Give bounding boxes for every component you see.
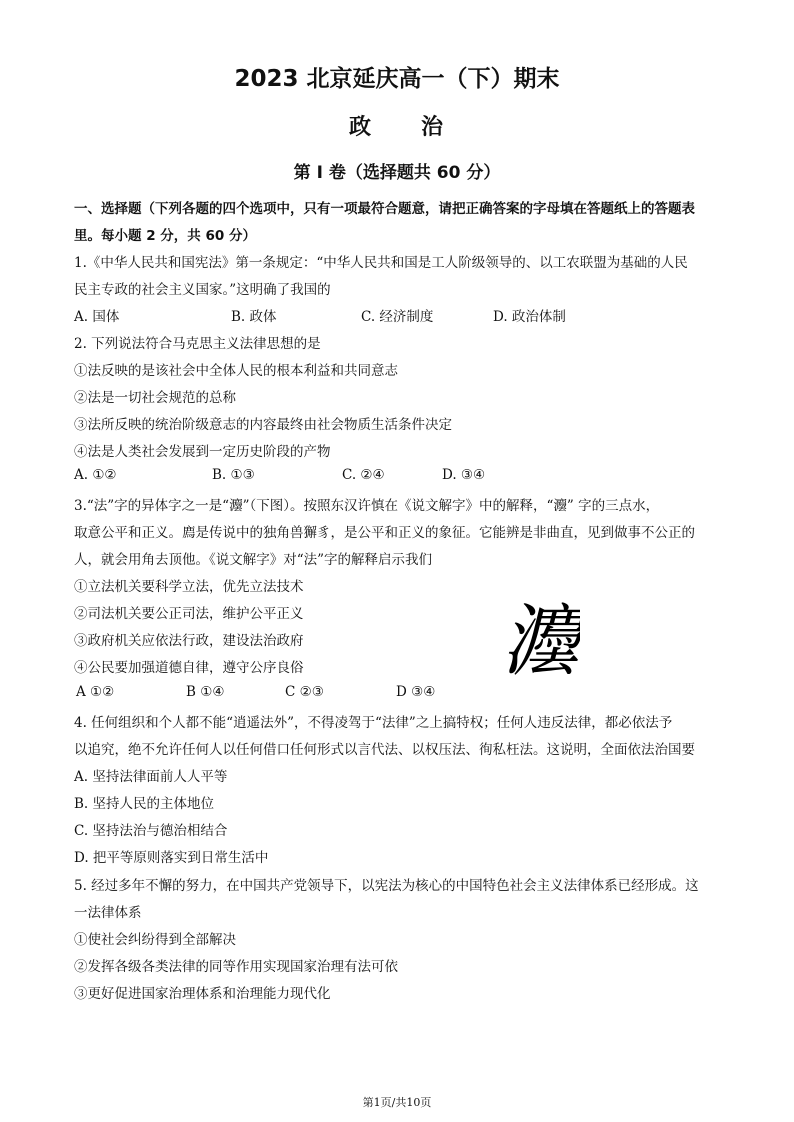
q4-stem-line-1: 4. 任何组织和个人都不能“逍遥法外”，不得凌驾于“法律”之上搞特权；任何人违反法律，都必依法予 bbox=[74, 715, 673, 731]
q3-item-1: ①立法机关要科学立法，优先立法技术 bbox=[74, 579, 304, 595]
q2-item-1: ①法反映的是该社会中全体人民的根本利益和共同意志 bbox=[74, 363, 398, 379]
q5-stem-line-2: 一法律体系 bbox=[74, 905, 142, 921]
page-title: 2023 北京延庆高一（下）期末 bbox=[234, 66, 560, 92]
q3-item-4: ④公民要加强道德自律，遵守公序良俗 bbox=[74, 660, 304, 676]
q1-option-c: C. 经济制度 bbox=[361, 309, 434, 325]
q3-stem-line-2: 取意公平和正义。廌是传说中的独角兽獬豸，是公平和正义的象征。它能辨是非曲直，见到做事不公正的 bbox=[74, 525, 695, 541]
q4-option-a: A. 坚持法律面前人人平等 bbox=[74, 769, 228, 785]
q5-stem-line-1: 5. 经过多年不懈的努力，在中国共产党领导下，以宪法为核心的中国特色社会主义法律体系已经形成。这 bbox=[74, 878, 699, 894]
subject-title: 政 治 bbox=[348, 115, 445, 140]
part-heading: 第 I 卷（选择题共 60 分） bbox=[293, 163, 501, 183]
q3-stem-line-1: 3.“法”字的异体字之一是“灋”（下图）。按照东汉许慎在《说文解字》中的解释，“灋” 字的三点水， bbox=[74, 498, 660, 514]
q3-option-c: C ②③ bbox=[285, 684, 324, 700]
q2-stem: 2. 下列说法符合马克思主义法律思想的是 bbox=[74, 336, 321, 352]
fa-variant-character-svg bbox=[500, 590, 580, 685]
q1-option-a: A. 国体 bbox=[74, 309, 120, 325]
section-instruction-line-1: 一、选择题（下列各题的四个选项中，只有一项最符合题意，请把正确答案的字母填在答题纸上的答题表 bbox=[74, 201, 695, 217]
q4-option-b: B. 坚持人民的主体地位 bbox=[74, 796, 215, 812]
q2-option-a: A. ①② bbox=[74, 467, 117, 483]
q3-item-2: ②司法机关要公正司法，维护公平正义 bbox=[74, 606, 304, 622]
q3-option-b: B ①④ bbox=[186, 684, 225, 700]
q2-item-4: ④法是人类社会发展到一定历史阶段的产物 bbox=[74, 444, 331, 460]
q4-stem-line-2: 以追究，绝不允许任何人以任何借口任何形式以言代法、以权压法、徇私枉法。这说明，全面依法治国要 bbox=[74, 742, 695, 758]
fa-variant-character-image bbox=[500, 590, 580, 685]
fa-variant-character: 灋 bbox=[500, 597, 580, 685]
q1-stem-line-2: 民主专政的社会主义国家。”这明确了我国的 bbox=[74, 282, 331, 298]
q5-item-1: ①使社会纠纷得到全部解决 bbox=[74, 932, 236, 948]
q3-stem-line-3: 人，就会用角去顶他。《说文解字》对“法”字的解释启示我们 bbox=[74, 552, 433, 568]
q3-option-d: D ③④ bbox=[396, 684, 436, 700]
q2-item-2: ②法是一切社会规范的总称 bbox=[74, 390, 236, 406]
page-footer: 第1页/共10页 bbox=[362, 1096, 432, 1109]
q1-option-b: B. 政体 bbox=[231, 309, 277, 325]
q1-stem-line-1: 1.《中华人民共和国宪法》第一条规定：“中华人民共和国是工人阶级领导的、以工农联盟为基础的人民 bbox=[74, 255, 688, 271]
section-instruction-line-2: 里。每小题 2 分，共 60 分） bbox=[74, 228, 256, 244]
q2-item-3: ③法所反映的统治阶级意志的内容最终由社会物质生活条件决定 bbox=[74, 417, 452, 433]
q5-item-2: ②发挥各级各类法律的同等作用实现国家治理有法可依 bbox=[74, 959, 398, 975]
q4-option-c: C. 坚持法治与德治相结合 bbox=[74, 823, 228, 839]
q3-item-3: ③政府机关应依法行政，建设法治政府 bbox=[74, 633, 304, 649]
q2-option-d: D. ③④ bbox=[442, 467, 486, 483]
q2-option-c: C. ②④ bbox=[342, 467, 385, 483]
q5-item-3: ③更好促进国家治理体系和治理能力现代化 bbox=[74, 986, 331, 1002]
q4-option-d: D. 把平等原则落实到日常生活中 bbox=[74, 850, 269, 866]
q1-option-d: D. 政治体制 bbox=[493, 309, 566, 325]
q2-option-b: B. ①③ bbox=[212, 467, 255, 483]
q3-option-a: A ①② bbox=[76, 684, 115, 700]
